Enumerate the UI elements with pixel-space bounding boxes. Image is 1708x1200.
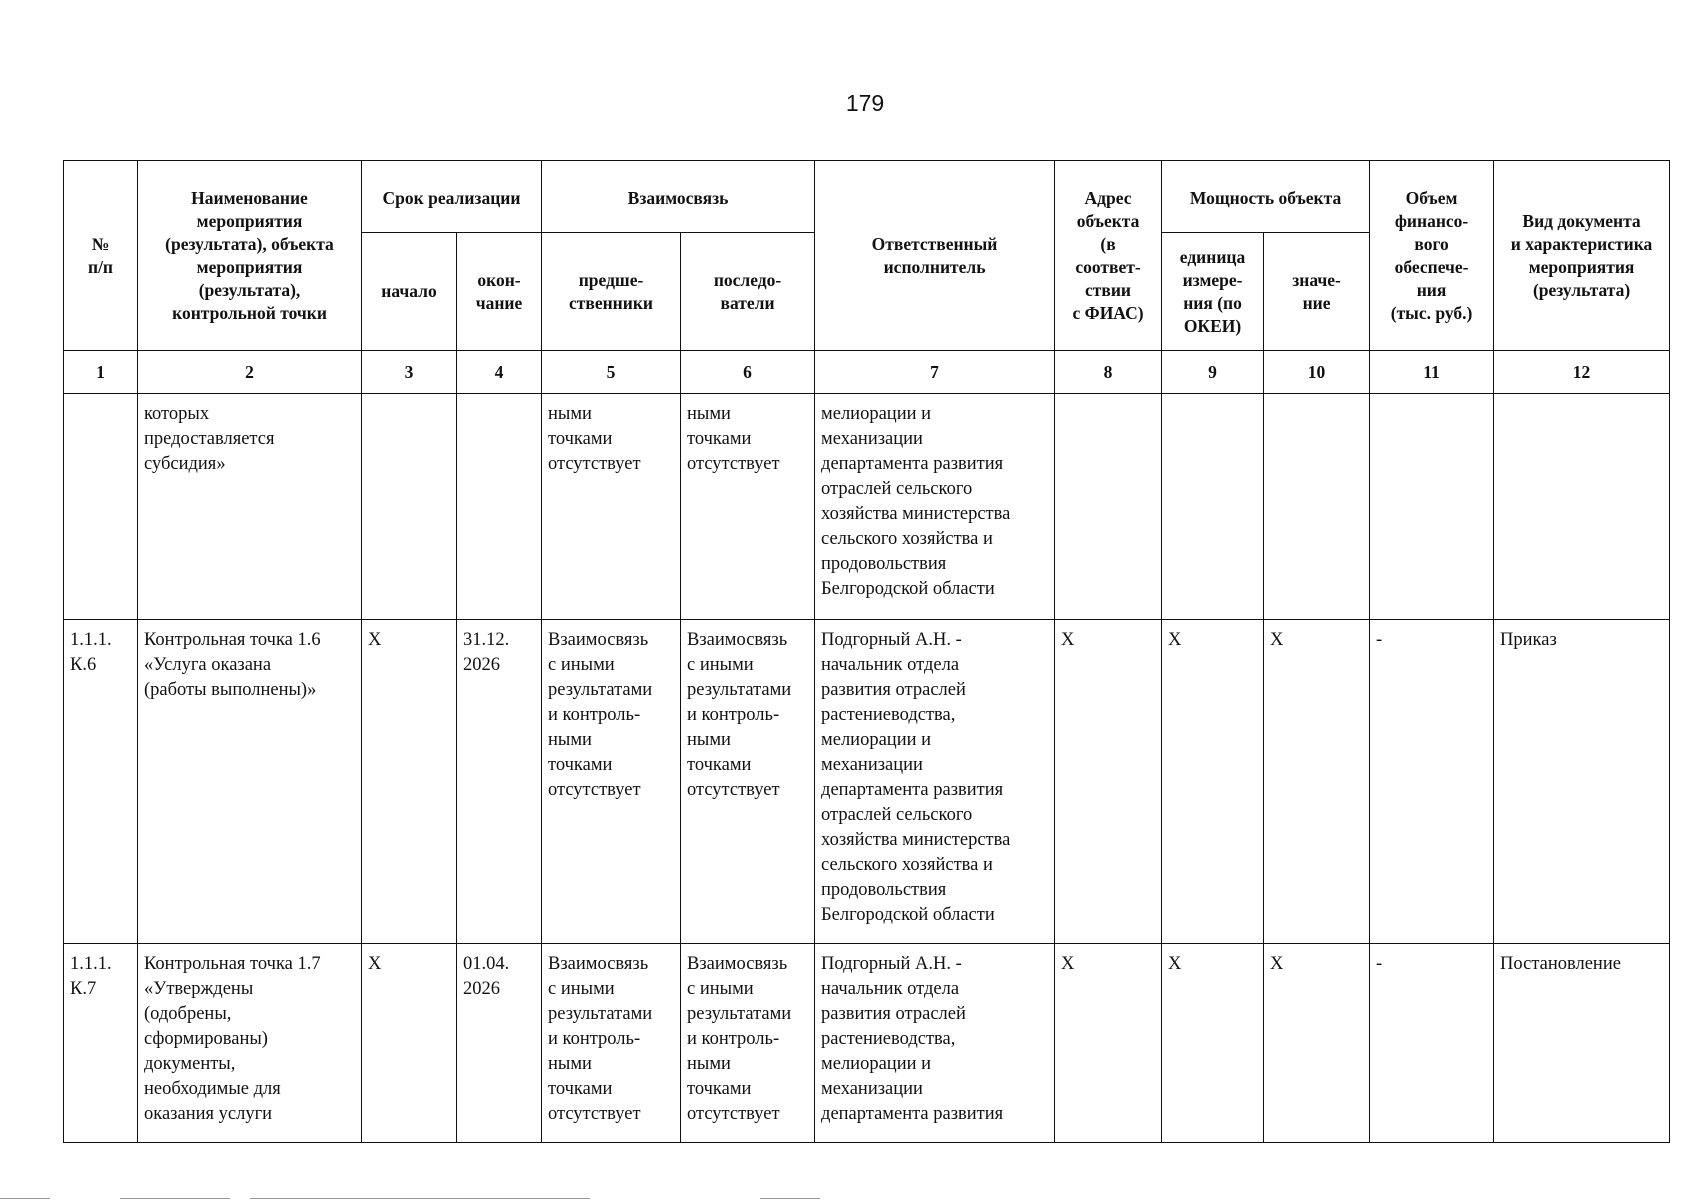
text-line: начальник отдела bbox=[821, 979, 960, 999]
text-line: Наименование bbox=[191, 187, 308, 208]
text-line: Контрольная точка 1.7 bbox=[144, 954, 321, 974]
text-line: контрольной точки bbox=[172, 302, 327, 323]
text-line: ния (по bbox=[1183, 292, 1242, 313]
header-period: Срок реализации bbox=[362, 161, 542, 233]
text-line: мероприятия bbox=[196, 256, 303, 277]
header-responsible bbox=[815, 161, 1055, 351]
text-line: мероприятия bbox=[196, 210, 303, 231]
cell-address bbox=[1055, 944, 1162, 1143]
column-number: 10 bbox=[1264, 351, 1370, 394]
text-line: ными bbox=[687, 404, 731, 424]
text-line: Взаимосвязь bbox=[548, 630, 649, 650]
text-line: и контроль- bbox=[548, 705, 641, 725]
text-line: с иными bbox=[548, 979, 615, 999]
text-line: департамента развития bbox=[821, 1104, 1004, 1124]
cell-activity-name bbox=[138, 944, 362, 1143]
text-line: (одобрены, bbox=[144, 1004, 232, 1024]
text-line: сельского хозяйства и bbox=[821, 855, 993, 875]
text-line: отсутствует bbox=[548, 1104, 641, 1124]
text-line: мелиорации и bbox=[821, 1054, 932, 1074]
text-line: окон- bbox=[477, 269, 521, 290]
text-line: необходимые для bbox=[144, 1079, 281, 1099]
text-line: мелиорации и bbox=[821, 404, 932, 424]
header-address bbox=[1055, 161, 1162, 351]
cell-document-type bbox=[1494, 620, 1670, 944]
text-line: с иными bbox=[548, 655, 615, 675]
text-line: результатами bbox=[548, 1004, 653, 1024]
header-unit bbox=[1162, 233, 1264, 351]
column-number: 6 bbox=[681, 351, 815, 394]
cell-address bbox=[1055, 394, 1162, 620]
cell-predecessors bbox=[542, 620, 681, 944]
text-line: оказания услуги bbox=[144, 1104, 273, 1124]
text-line: точками bbox=[687, 755, 752, 775]
text-line: X bbox=[1270, 630, 1284, 650]
cell-start bbox=[362, 944, 457, 1143]
text-line: «Услуга оказана bbox=[144, 655, 272, 675]
header-successors bbox=[681, 233, 815, 351]
cell-number bbox=[64, 620, 138, 944]
text-line: 01.04. bbox=[463, 954, 510, 974]
table-row bbox=[64, 944, 1670, 1143]
cell-value bbox=[1264, 944, 1370, 1143]
text-line: (результата), bbox=[198, 279, 301, 300]
column-number: 7 bbox=[815, 351, 1055, 394]
text-line: департамента развития bbox=[821, 780, 1004, 800]
text-line: ственники bbox=[569, 292, 654, 313]
text-line: начало bbox=[381, 281, 437, 301]
text-line: хозяйства министерства bbox=[821, 830, 1011, 850]
text-line: измере- bbox=[1182, 269, 1243, 290]
text-line: отсутствует bbox=[687, 780, 780, 800]
text-line: Подгорный А.Н. - bbox=[821, 954, 962, 974]
table-row bbox=[64, 394, 1670, 620]
text-line: X bbox=[368, 630, 382, 650]
text-line: К.7 bbox=[70, 979, 97, 999]
cell-value bbox=[1264, 394, 1370, 620]
text-line: департамента развития bbox=[821, 454, 1004, 474]
text-line: и контроль- bbox=[548, 1029, 641, 1049]
text-line: - bbox=[1376, 630, 1383, 650]
cell-successors bbox=[681, 944, 815, 1143]
header-start bbox=[362, 233, 457, 351]
text-line: X bbox=[1061, 954, 1075, 974]
cell-document-type bbox=[1494, 944, 1670, 1143]
text-line: Постановление bbox=[1500, 954, 1621, 974]
cell-unit bbox=[1162, 620, 1264, 944]
text-line: результатами bbox=[687, 680, 792, 700]
cell-end bbox=[457, 944, 542, 1143]
text-line: Объем bbox=[1405, 187, 1458, 208]
cell-address bbox=[1055, 620, 1162, 944]
cell-predecessors bbox=[542, 394, 681, 620]
text-line: и контроль- bbox=[687, 1029, 780, 1049]
text-line: механизации bbox=[821, 755, 923, 775]
text-line: (в bbox=[1100, 233, 1116, 254]
text-line: Адрес bbox=[1084, 187, 1132, 208]
column-number: 8 bbox=[1055, 351, 1162, 394]
text-line: «Утверждены bbox=[144, 979, 254, 999]
text-line: результатами bbox=[548, 680, 653, 700]
header-document-type bbox=[1494, 161, 1670, 351]
text-line: значе- bbox=[1292, 269, 1341, 290]
text-line: ние bbox=[1302, 292, 1331, 313]
cell-successors bbox=[681, 620, 815, 944]
text-line: X bbox=[1270, 954, 1284, 974]
cell-document-type bbox=[1494, 394, 1670, 620]
header-financing bbox=[1370, 161, 1494, 351]
header-number bbox=[64, 161, 138, 351]
cell-responsible bbox=[815, 620, 1055, 944]
column-number: 3 bbox=[362, 351, 457, 394]
column-number: 2 bbox=[138, 351, 362, 394]
cell-activity-name bbox=[138, 620, 362, 944]
column-number: 5 bbox=[542, 351, 681, 394]
text-line: точками bbox=[687, 1079, 752, 1099]
text-line: соответ- bbox=[1075, 256, 1141, 277]
header-end bbox=[457, 233, 542, 351]
column-number: 9 bbox=[1162, 351, 1264, 394]
column-number: 12 bbox=[1494, 351, 1670, 394]
text-line: последо- bbox=[713, 269, 782, 290]
text-line: 1.1.1. bbox=[70, 630, 112, 650]
cell-activity-name bbox=[138, 394, 362, 620]
cell-number bbox=[64, 944, 138, 1143]
text-line: 31.12. bbox=[463, 630, 510, 650]
text-line: отсутствует bbox=[548, 780, 641, 800]
text-line: точками bbox=[687, 429, 752, 449]
table-row bbox=[64, 620, 1670, 944]
cell-responsible bbox=[815, 394, 1055, 620]
text-line: ными bbox=[548, 404, 592, 424]
text-line: X bbox=[368, 954, 382, 974]
text-line: Вид документа bbox=[1522, 210, 1641, 231]
text-line: отраслей сельского bbox=[821, 805, 973, 825]
text-line: мероприятия bbox=[1528, 256, 1635, 277]
text-line: точками bbox=[548, 755, 613, 775]
column-number: 11 bbox=[1370, 351, 1494, 394]
text-line: исполнитель bbox=[883, 256, 986, 277]
cell-unit bbox=[1162, 394, 1264, 620]
text-line: обеспече- bbox=[1394, 256, 1469, 277]
text-line: предоставляется bbox=[144, 429, 275, 449]
text-line: субсидия» bbox=[144, 454, 226, 474]
text-line: финансо- bbox=[1394, 210, 1469, 231]
cell-start bbox=[362, 620, 457, 944]
text-line: X bbox=[1168, 954, 1182, 974]
text-line: документы, bbox=[144, 1054, 236, 1074]
text-line: № bbox=[91, 233, 110, 254]
text-line: отсутствует bbox=[687, 1104, 780, 1124]
text-line: ватели bbox=[720, 292, 775, 313]
text-line: 1.1.1. bbox=[70, 954, 112, 974]
header-capacity: Мощность объекта bbox=[1162, 161, 1370, 233]
text-line: Подгорный А.Н. - bbox=[821, 630, 962, 650]
text-line: точками bbox=[548, 1079, 613, 1099]
text-line: X bbox=[1168, 630, 1182, 650]
text-line: 2026 bbox=[463, 979, 500, 999]
text-line: хозяйства министерства bbox=[821, 504, 1011, 524]
text-line: с иными bbox=[687, 655, 754, 675]
text-line: ными bbox=[548, 1054, 592, 1074]
text-line: - bbox=[1376, 954, 1383, 974]
text-line: ОКЕИ) bbox=[1183, 315, 1242, 336]
text-line: п/п bbox=[87, 256, 114, 277]
text-line: Приказ bbox=[1500, 630, 1557, 650]
header-activity-name bbox=[138, 161, 362, 351]
text-line: растениеводства, bbox=[821, 1029, 956, 1049]
cell-financing bbox=[1370, 944, 1494, 1143]
text-line: механизации bbox=[821, 1079, 923, 1099]
cell-start bbox=[362, 394, 457, 620]
text-line: с иными bbox=[687, 979, 754, 999]
column-number: 1 bbox=[64, 351, 138, 394]
text-line: отсутствует bbox=[548, 454, 641, 474]
text-line: (тыс. руб.) bbox=[1390, 302, 1473, 323]
text-line: единица bbox=[1179, 246, 1246, 267]
cell-end bbox=[457, 620, 542, 944]
text-line: X bbox=[1061, 630, 1075, 650]
activities-table bbox=[63, 160, 1670, 1143]
text-line: отсутствует bbox=[687, 454, 780, 474]
cell-end bbox=[457, 394, 542, 620]
header-predecessors bbox=[542, 233, 681, 351]
text-line: Контрольная точка 1.6 bbox=[144, 630, 321, 650]
text-line: сформированы) bbox=[144, 1029, 268, 1049]
cell-unit bbox=[1162, 944, 1264, 1143]
cell-financing bbox=[1370, 620, 1494, 944]
text-line: (результата), объекта bbox=[165, 233, 334, 254]
text-line: точками bbox=[548, 429, 613, 449]
text-line: и контроль- bbox=[687, 705, 780, 725]
text-line: Взаимосвязь bbox=[687, 954, 788, 974]
text-line: ствии bbox=[1085, 279, 1132, 300]
cell-successors bbox=[681, 394, 815, 620]
text-line: механизации bbox=[821, 429, 923, 449]
text-line: Ответственный bbox=[871, 233, 998, 254]
header-relationship: Взаимосвязь bbox=[542, 161, 815, 233]
text-line: продовольствия bbox=[821, 880, 947, 900]
text-line: сельского хозяйства и bbox=[821, 529, 993, 549]
text-line: вого bbox=[1414, 233, 1449, 254]
text-line: объекта bbox=[1076, 210, 1140, 231]
text-line: начальник отдела bbox=[821, 655, 960, 675]
text-line: предше- bbox=[578, 269, 644, 290]
text-line: Белгородской области bbox=[821, 905, 995, 925]
text-line: развития отраслей bbox=[821, 680, 966, 700]
text-line: (работы выполнены)» bbox=[144, 680, 317, 700]
text-line: результатами bbox=[687, 1004, 792, 1024]
text-line: отраслей сельского bbox=[821, 479, 973, 499]
header-value bbox=[1264, 233, 1370, 351]
cell-number bbox=[64, 394, 138, 620]
cell-predecessors bbox=[542, 944, 681, 1143]
text-line: К.6 bbox=[70, 655, 97, 675]
table-body bbox=[64, 394, 1670, 1143]
text-line: ния bbox=[1416, 279, 1447, 300]
text-line: Белгородской области bbox=[821, 579, 995, 599]
text-line: (результата) bbox=[1532, 279, 1631, 300]
text-line: развития отраслей bbox=[821, 1004, 966, 1024]
text-line: 2026 bbox=[463, 655, 500, 675]
text-line: мелиорации и bbox=[821, 730, 932, 750]
text-line: ными bbox=[687, 1054, 731, 1074]
cell-value bbox=[1264, 620, 1370, 944]
text-line: ными bbox=[548, 730, 592, 750]
text-line: с ФИАС) bbox=[1072, 302, 1144, 323]
text-line: чание bbox=[475, 292, 523, 313]
text-line: продовольствия bbox=[821, 554, 947, 574]
cell-financing bbox=[1370, 394, 1494, 620]
text-line: Взаимосвязь bbox=[687, 630, 788, 650]
text-line: и характеристика bbox=[1510, 233, 1653, 254]
cell-responsible bbox=[815, 944, 1055, 1143]
page-number: 179 bbox=[845, 90, 885, 116]
text-line: растениеводства, bbox=[821, 705, 956, 725]
text-line: которых bbox=[144, 404, 210, 424]
text-line: Взаимосвязь bbox=[548, 954, 649, 974]
text-line: ными bbox=[687, 730, 731, 750]
column-number: 4 bbox=[457, 351, 542, 394]
